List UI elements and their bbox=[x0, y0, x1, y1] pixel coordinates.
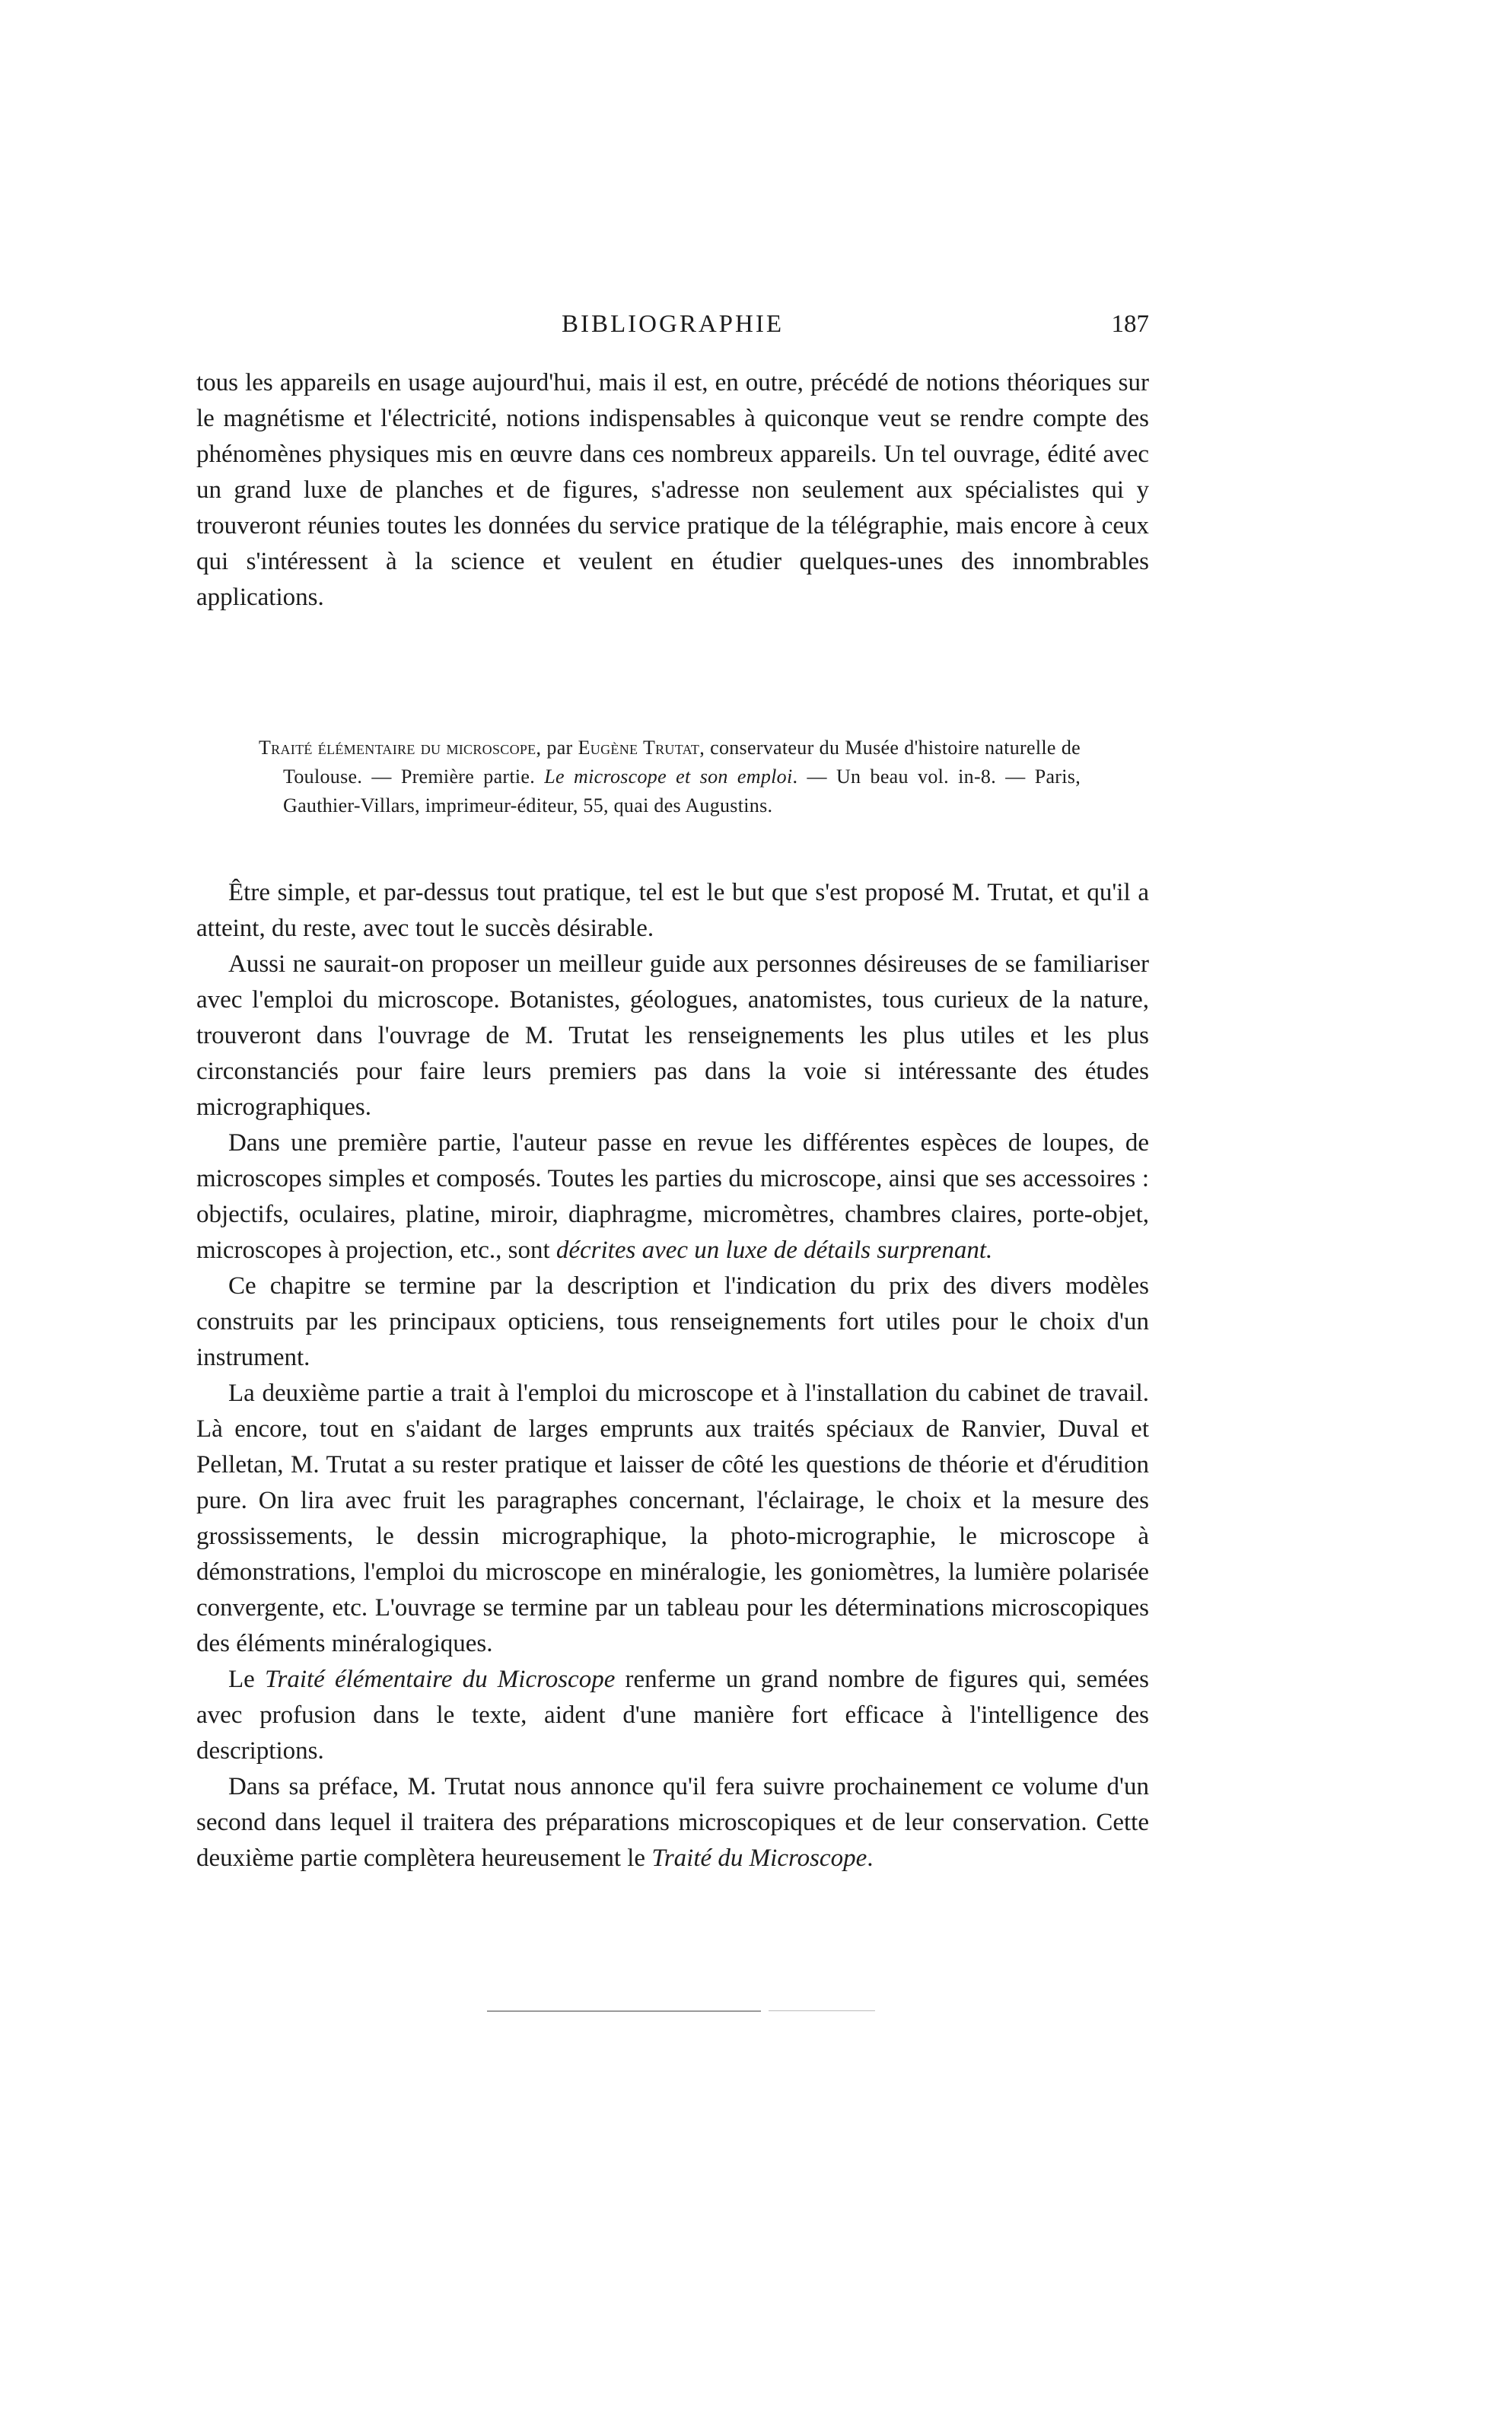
review-paragraph-6-start: Le bbox=[228, 1666, 265, 1693]
citation-affiliation: , conservateur du Musée d'histoire naturelle de Toulouse. — Première partie. bbox=[283, 737, 1081, 788]
page-number: 187 bbox=[1111, 310, 1149, 338]
intro-paragraph: tous les appareils en usage aujourd'hui, mais il est, en outre, précédé de notions théoriques sur le magnétisme et l'électricité, notions indispensables à quiconque veut se rendre compte des phénomènes physiques mis en œuvre dans ces nombreux appareils. Un tel ouvrage, édité avec un grand luxe de planches et de figures, s'adresse non seulement aux spécialistes qui y trouveront réunies toutes les données du service pratique de la télégraphie, mais encore à ceux qui s'intéressent à la science et veulent en étudier quelques-unes des innombrables applications. bbox=[196, 369, 1149, 611]
review-paragraph-6-rest: renferme un grand nombre de figures qui, semées avec profusion dans le texte, aident d'une manière fort efficace à l'intelligence des descriptions. bbox=[196, 1666, 1149, 1765]
review-paragraph-6 bbox=[196, 1662, 1149, 1769]
citation-details: . — Un beau vol. in-8. — Paris, Gauthier-Villars, imprimeur-éditeur, 55, quai des Augustins. bbox=[283, 766, 1081, 816]
citation-author: Eugène Trutat bbox=[578, 737, 700, 759]
citation-paragraph bbox=[259, 734, 1081, 820]
review-paragraph-7-italic: Traité du Microscope bbox=[651, 1845, 867, 1872]
running-title: BIBLIOGRAPHIE bbox=[562, 310, 784, 338]
review-paragraph-3 bbox=[196, 1125, 1149, 1268]
review-section bbox=[196, 875, 1149, 1876]
review-paragraph-6-italic: Traité élémentaire du Microscope bbox=[264, 1666, 616, 1693]
review-paragraph-7-start: Dans sa préface, M. Trutat nous annonce qu'il fera suivre prochainement ce volume d'un second dans lequel il traitera des préparations microscopiques et de leur conservation. Cette deuxième partie complètera heureusement le bbox=[196, 1773, 1149, 1872]
citation-subtitle: Le microscope et son emploi bbox=[544, 766, 793, 788]
review-paragraph-4: Ce chapitre se termine par la description et l'indication du prix des divers modèles construits par les principaux opticiens, tous renseignements fort utiles pour le choix d'un instrument. bbox=[196, 1272, 1149, 1371]
intro-section bbox=[196, 365, 1149, 616]
review-paragraph-3-text: Dans une première partie, l'auteur passe en revue les différentes espèces de loupes, de microscopes simples et composés. Toutes les parties du microscope, ainsi que ses accessoires : objectifs, oculaires, platine, miroir, diaphragme, micromètres, chambres claires, porte-objet, microscopes à projection, etc., sont bbox=[196, 1129, 1149, 1264]
section-end-rule bbox=[487, 2010, 761, 2012]
citation-title: Traité élémentaire du microscope bbox=[259, 737, 536, 759]
citation-by: , par bbox=[536, 737, 578, 759]
review-paragraph-1: Être simple, et par-dessus tout pratique, tel est le but que s'est proposé M. Trutat, et qu'il a atteint, du reste, avec tout le succès désirable. bbox=[196, 879, 1149, 942]
review-paragraph-3-italic: décrites avec un luxe de détails surprenant. bbox=[555, 1237, 993, 1264]
section-end-rule-tail bbox=[769, 2010, 875, 2011]
page-header bbox=[196, 310, 1149, 349]
review-paragraph-5: La deuxième partie a trait à l'emploi du microscope et à l'installation du cabinet de travail. Là encore, tout en s'aidant de larges emprunts aux traités spéciaux de Ranvier, Duval et Pelletan, M. Trutat a su rester pratique et laisser de côté les questions de théorie et d'érudition pure. On lira avec fruit les paragraphes concernant, l'éclairage, le choix et la mesure des grossissements, le dessin micrographique, la photo-micrographie, le microscope à démonstrations, l'emploi du microscope en minéralogie, les goniomètres, la lumière polarisée convergente, etc. L'ouvrage se termine par un tableau pour les déterminations microscopiques des éléments minéralogiques. bbox=[196, 1380, 1149, 1657]
bibliographic-citation bbox=[259, 734, 1081, 820]
review-paragraph-7 bbox=[196, 1769, 1149, 1876]
review-paragraph-2: Aussi ne saurait-on proposer un meilleur guide aux personnes désireuses de se familiariser avec l'emploi du microscope. Botanistes, géologues, anatomistes, tous curieux de la nature, trouveront dans l'ouvrage de M. Trutat les renseignements les plus utiles et les plus circonstanciés pour faire leurs premiers pas dans la voie si intéressante des études micrographiques. bbox=[196, 950, 1149, 1121]
review-paragraph-7-end: . bbox=[867, 1845, 874, 1872]
